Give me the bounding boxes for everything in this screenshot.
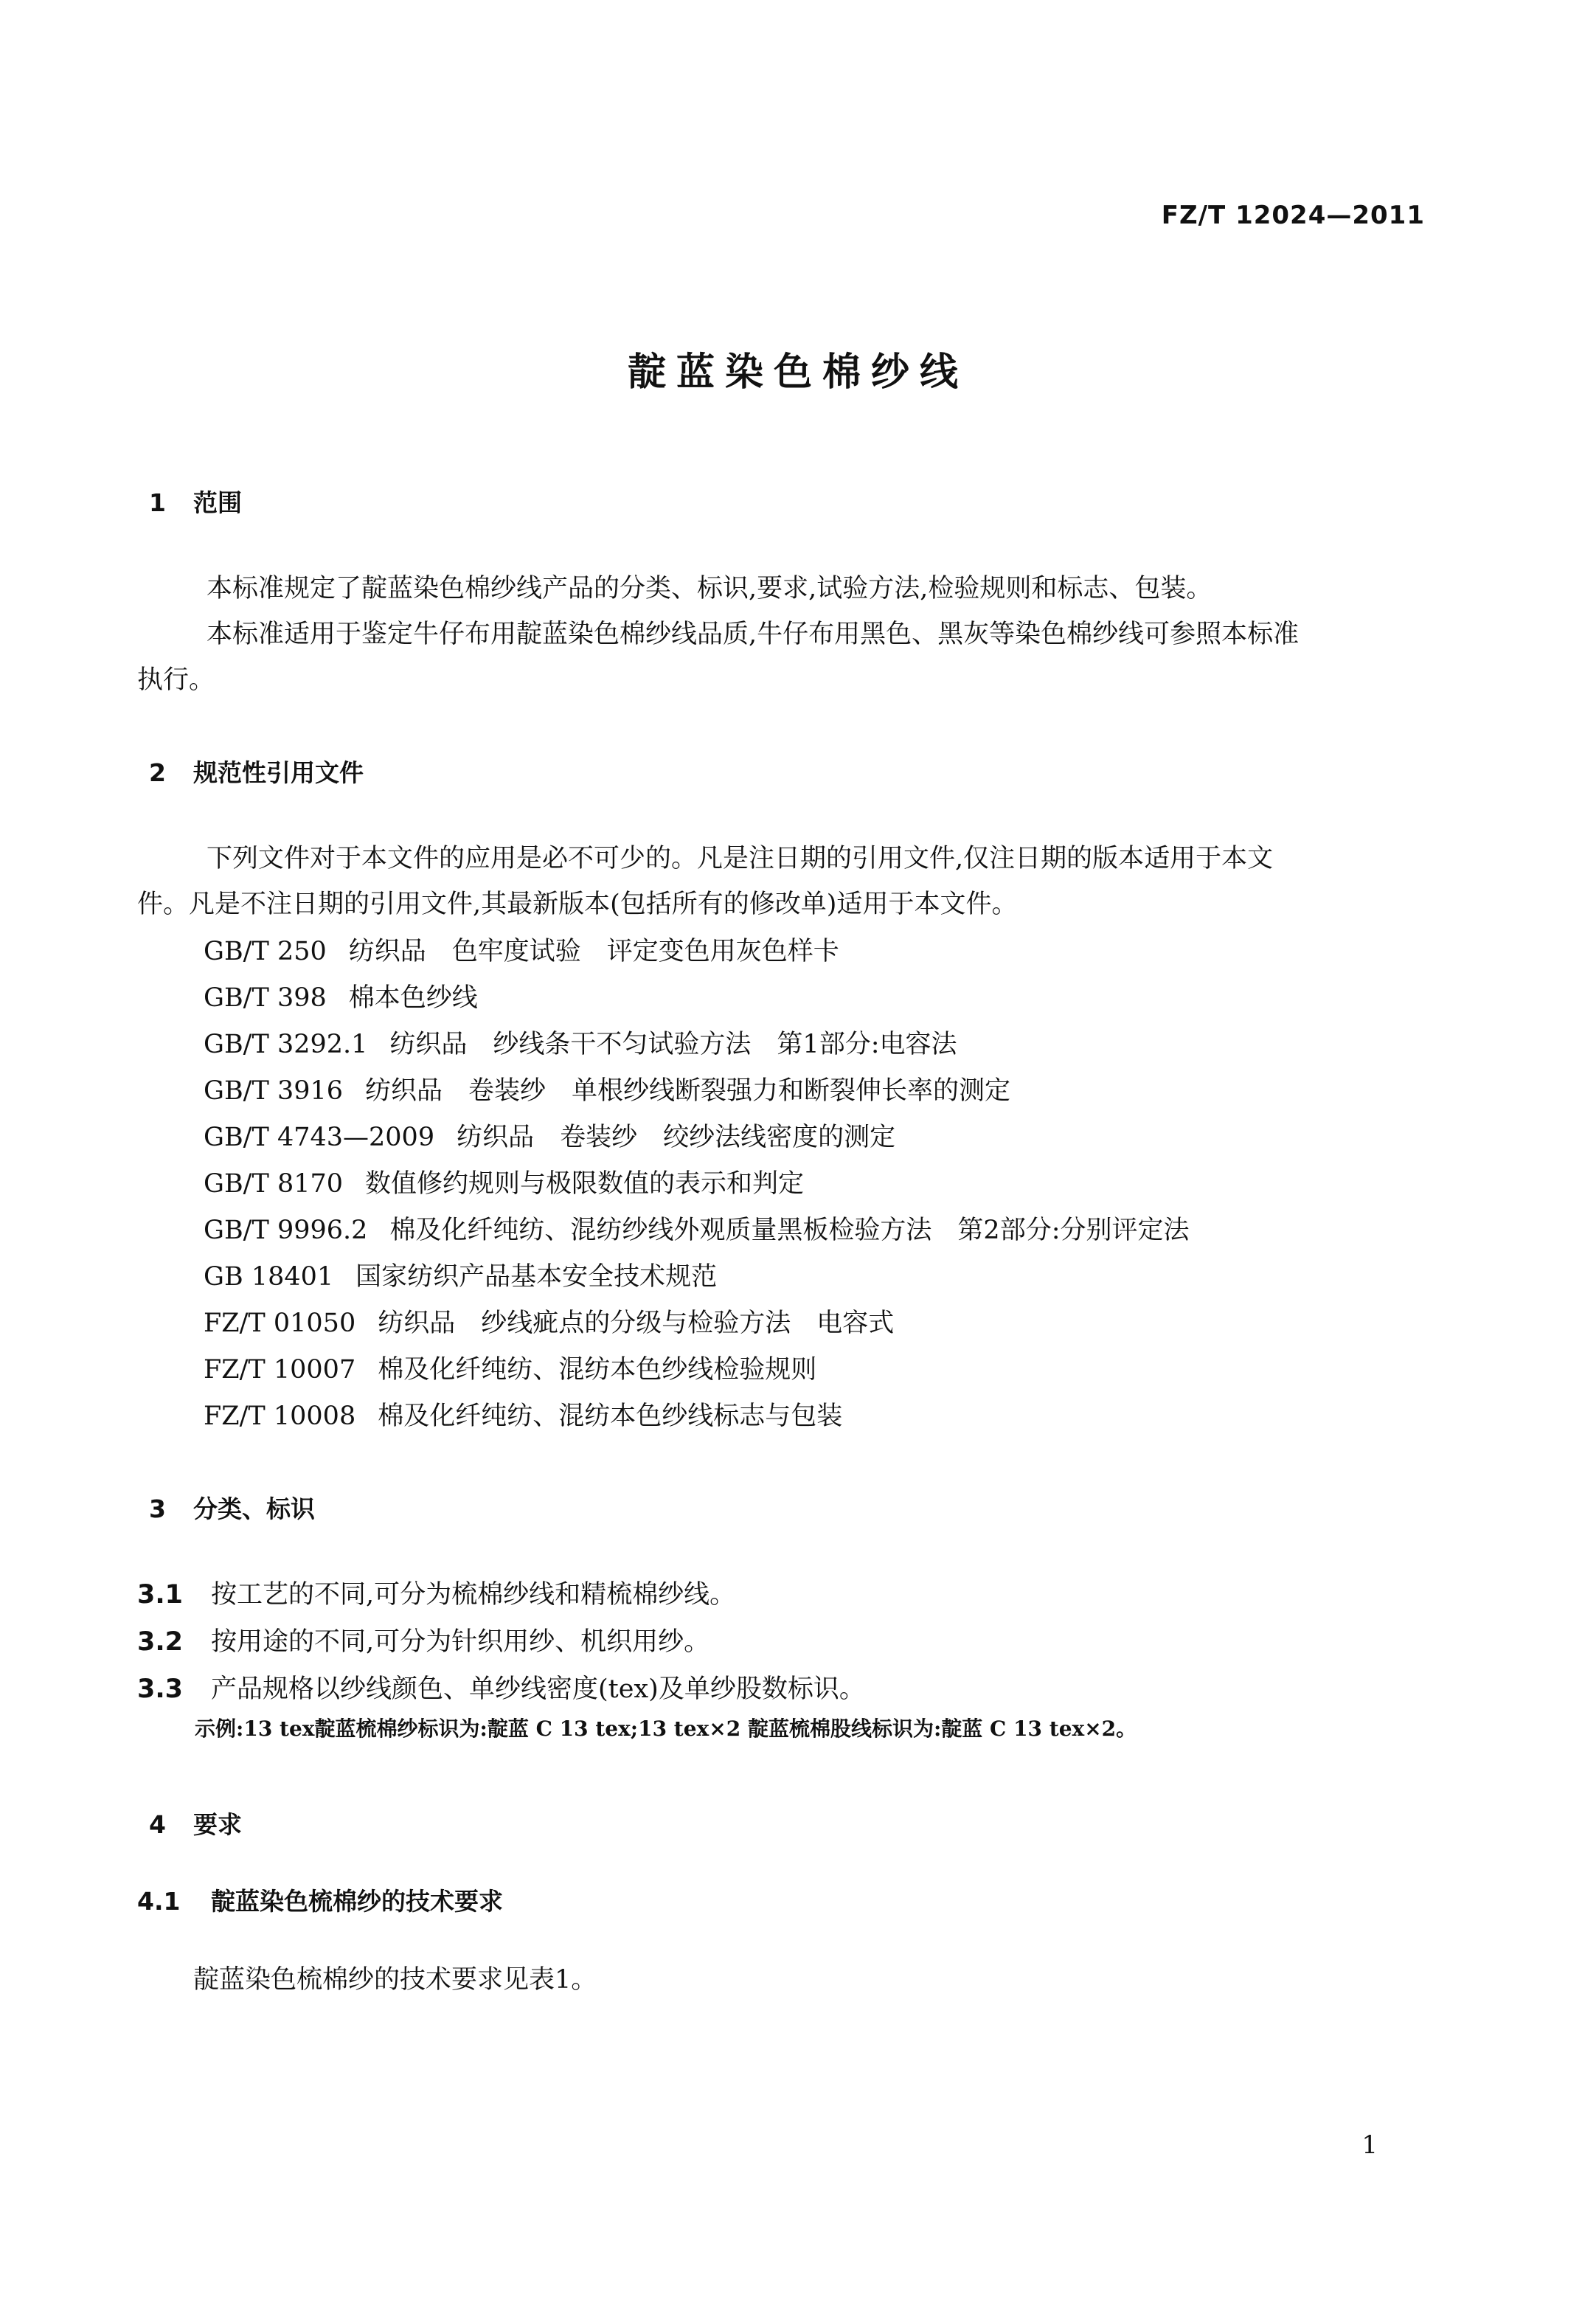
scope-paragraph-2-cont: 执行。 bbox=[137, 665, 215, 695]
document-title: 靛蓝染色棉纱线 bbox=[627, 350, 968, 395]
reference-title: 棉及化纤纯纺、混纺本色纱线检验规则 bbox=[378, 1355, 817, 1385]
reference-item bbox=[204, 977, 478, 1014]
section-title: 要求 bbox=[193, 1810, 242, 1839]
scope-paragraph-2: 本标准适用于鉴定牛仔布用靛蓝染色棉纱线品质,牛仔布用黑色、黑灰等染色棉纱线可参照本标准 bbox=[207, 620, 1300, 649]
section-3-heading bbox=[149, 1490, 315, 1525]
section-4-heading bbox=[149, 1806, 242, 1840]
reference-item bbox=[204, 1396, 842, 1433]
reference-title: 纺织品 纱线条干不匀试验方法 第1部分:电容法 bbox=[389, 1030, 957, 1059]
references-intro-cont: 件。凡是不注日期的引用文件,其最新版本(包括所有的修改单)适用于本文件。 bbox=[137, 890, 1018, 919]
section-title: 分类、标识 bbox=[193, 1494, 315, 1523]
subsection-number: 4.1 bbox=[137, 1887, 181, 1916]
reference-title: 纺织品 色牢度试验 评定变色用灰色样卡 bbox=[348, 937, 839, 966]
reference-item bbox=[204, 1024, 957, 1061]
reference-item bbox=[204, 1349, 816, 1386]
reference-code: GB/T 4743—2009 bbox=[204, 1123, 435, 1152]
reference-item bbox=[204, 1303, 894, 1340]
section-number: 4 bbox=[149, 1810, 166, 1839]
reference-title: 国家纺织产品基本安全技术规范 bbox=[355, 1262, 718, 1292]
reference-title: 棉及化纤纯纺、混纺纱线外观质量黑板检验方法 第2部分:分别评定法 bbox=[389, 1216, 1190, 1245]
reference-code: GB/T 398 bbox=[204, 983, 327, 1013]
page-number: 1 bbox=[1361, 2130, 1378, 2160]
reference-code: GB/T 8170 bbox=[204, 1169, 344, 1199]
standard-code: FZ/T 12024—2011 bbox=[1161, 201, 1425, 230]
reference-item bbox=[204, 1210, 1190, 1247]
section-number: 2 bbox=[149, 758, 166, 787]
requirements-paragraph: 靛蓝染色梳棉纱的技术要求见表1。 bbox=[193, 1965, 597, 1995]
clause-text: 产品规格以纱线颜色、单纱线密度(tex)及单纱股数标识。 bbox=[211, 1674, 865, 1704]
clause-text: 按工艺的不同,可分为梳棉纱线和精梳棉纱线。 bbox=[211, 1580, 736, 1610]
reference-code: GB/T 250 bbox=[204, 937, 327, 966]
clause-number: 3.1 bbox=[137, 1580, 184, 1610]
clause-text: 按用途的不同,可分为针织用纱、机织用纱。 bbox=[211, 1627, 710, 1657]
reference-code: GB/T 9996.2 bbox=[204, 1216, 368, 1245]
reference-title: 数值修约规则与极限数值的表示和判定 bbox=[365, 1169, 805, 1199]
section-2-heading bbox=[149, 754, 364, 789]
clause-number: 3.2 bbox=[137, 1627, 184, 1657]
clause-3-1 bbox=[137, 1574, 735, 1611]
reference-item bbox=[204, 1070, 1010, 1107]
reference-item bbox=[204, 1117, 895, 1154]
reference-code: GB 18401 bbox=[204, 1262, 334, 1292]
clause-3-2 bbox=[137, 1621, 709, 1658]
reference-code: FZ/T 10007 bbox=[204, 1355, 356, 1385]
reference-code: FZ/T 10008 bbox=[204, 1402, 356, 1431]
section-title: 规范性引用文件 bbox=[193, 758, 364, 787]
example-note: 示例:13 tex靛蓝梳棉纱标识为:靛蓝 C 13 tex;13 tex×2 靛蓝梳棉股线标识为:靛蓝 C 13 tex×2。 bbox=[195, 1717, 1137, 1741]
reference-code: GB/T 3916 bbox=[204, 1076, 344, 1106]
scope-paragraph-1: 本标准规定了靛蓝染色棉纱线产品的分类、标识,要求,试验方法,检验规则和标志、包装。 bbox=[207, 574, 1212, 603]
reference-item bbox=[204, 1256, 717, 1293]
reference-title: 棉及化纤纯纺、混纺本色纱线标志与包装 bbox=[378, 1402, 843, 1431]
reference-title: 纺织品 卷装纱 绞纱法线密度的测定 bbox=[457, 1123, 896, 1152]
clause-3-3 bbox=[137, 1669, 865, 1705]
section-number: 3 bbox=[149, 1494, 166, 1523]
reference-code: FZ/T 01050 bbox=[204, 1309, 356, 1338]
reference-item bbox=[204, 1163, 804, 1200]
subsection-title: 靛蓝染色梳棉纱的技术要求 bbox=[211, 1887, 503, 1916]
reference-title: 纺织品 纱线疵点的分级与检验方法 电容式 bbox=[378, 1309, 895, 1338]
reference-title: 棉本色纱线 bbox=[348, 983, 478, 1013]
reference-code: GB/T 3292.1 bbox=[204, 1030, 368, 1059]
reference-title: 纺织品 卷装纱 单根纱线断裂强力和断裂伸长率的测定 bbox=[365, 1076, 1011, 1106]
subsection-4-1-heading bbox=[137, 1882, 503, 1917]
section-title: 范围 bbox=[193, 488, 242, 517]
section-number: 1 bbox=[149, 488, 166, 517]
clause-number: 3.3 bbox=[137, 1674, 184, 1704]
section-1-heading bbox=[149, 484, 242, 519]
references-intro: 下列文件对于本文件的应用是必不可少的。凡是注日期的引用文件,仅注日期的版本适用于本文 bbox=[207, 844, 1274, 873]
reference-item bbox=[204, 931, 839, 968]
